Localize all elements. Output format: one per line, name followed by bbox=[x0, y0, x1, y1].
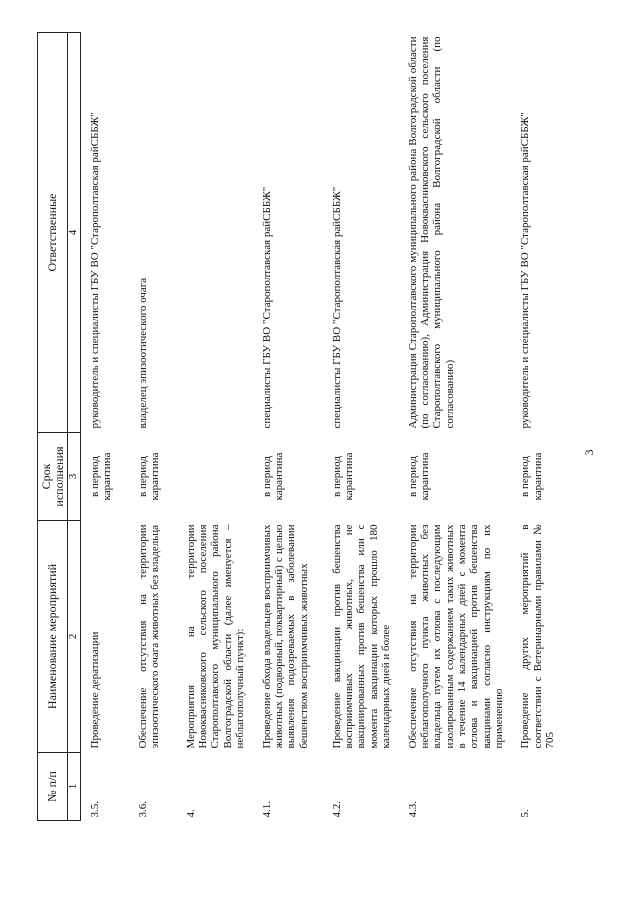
row-resp: специалисты ГБУ ВО "Старополтавская райСББЖ" bbox=[260, 186, 273, 429]
index-name: 2 bbox=[68, 521, 81, 753]
table-row bbox=[323, 33, 399, 821]
table-row bbox=[511, 33, 562, 821]
row-num: 3.5. bbox=[88, 801, 101, 818]
row-term: в период карантина bbox=[330, 452, 356, 501]
row-num: 5. bbox=[519, 809, 532, 818]
row-num: 3.6. bbox=[136, 801, 149, 818]
header-name: Наименование мероприятий bbox=[38, 521, 68, 753]
row-num: 4.1. bbox=[260, 801, 273, 818]
table-row bbox=[129, 33, 177, 821]
row-term: в период карантина bbox=[260, 452, 286, 501]
header-num: № п/п bbox=[38, 753, 68, 821]
header-index-row bbox=[68, 33, 81, 821]
row-term: в период карантина bbox=[88, 452, 114, 501]
index-term: 3 bbox=[68, 433, 81, 521]
row-name: Обеспечение отсутствия на территории неблагополучного пункта животных без владельца путем их отлова с последующим изолированным содержанием таких животных в течение 14 календарных дней с момента отлова и вакцинацией против бешенства вакцинами согласно инструкциям по их применению bbox=[406, 524, 505, 749]
table-row bbox=[253, 33, 323, 821]
row-resp: руководитель и специалисты ГБУ ВО "Старополтавская райСББЖ" bbox=[519, 112, 532, 429]
index-num: 1 bbox=[68, 753, 81, 821]
row-term: в период карантина bbox=[406, 452, 432, 501]
row-term: в период карантина bbox=[136, 452, 162, 501]
row-num: 4.3. bbox=[406, 801, 419, 818]
row-resp: специалисты ГБУ ВО "Старополтавская райСББЖ" bbox=[330, 186, 343, 429]
measures-table bbox=[37, 32, 562, 821]
index-resp: 4 bbox=[68, 33, 81, 433]
row-name: Проведение дератизации bbox=[88, 631, 101, 749]
row-resp: Администрация Старополтавского муниципального района Волгоградской области (по согласованию), Администрация Новоквасниковского сельского поселения Старополтавского муниципального района Волгоградской области (по согласованию) bbox=[406, 36, 456, 429]
row-name: Проведение обхода владельцев восприимчивых животных (подворный, поквартирный) с целью выявления подозреваемых в заболевании бешенством восприимчивых животных bbox=[260, 524, 310, 749]
header-row bbox=[38, 33, 68, 821]
table-header bbox=[38, 33, 81, 821]
row-resp: владелец эпизоотического очага bbox=[136, 277, 149, 429]
header-term: Срок исполнения bbox=[38, 433, 68, 521]
row-num: 4. bbox=[184, 809, 197, 818]
page-number: 3 bbox=[582, 449, 596, 456]
row-term: в период карантина bbox=[519, 452, 544, 501]
row-resp bbox=[177, 33, 253, 433]
table-row bbox=[80, 33, 129, 821]
row-term bbox=[177, 433, 253, 521]
row-name: Обеспечение отсутствия на территории эпизоотического очага животных без владельца bbox=[136, 524, 162, 749]
table-row bbox=[177, 33, 253, 821]
row-resp: руководитель и специалисты ГБУ ВО "Старополтавская райСББЖ" bbox=[88, 112, 101, 429]
row-name: Проведение других мероприятий в соответствии с Ветеринарными правилами № 705 bbox=[519, 524, 556, 749]
row-num: 4.2. bbox=[330, 801, 343, 818]
row-name: Проведение вакцинации против бешенства восприимчивых животных, не вакцинированных против бешенства или с момента вакцинации которых прошло 180 календарных дней и более bbox=[330, 524, 392, 749]
row-name: Мероприятия на территории Новоквасниковского сельского поселения Старополтавского муниципального района Волгоградской области (далее именуется – неблагополучный пункт): bbox=[184, 524, 246, 749]
header-resp: Ответственные bbox=[38, 33, 68, 433]
table-row bbox=[399, 33, 512, 821]
